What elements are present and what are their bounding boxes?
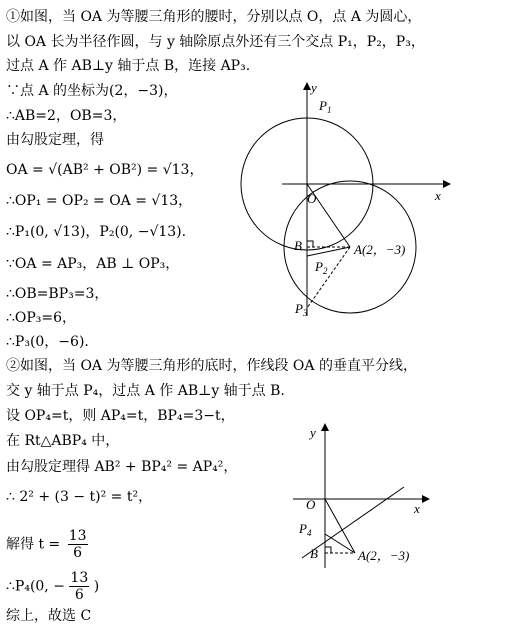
label-o: O bbox=[307, 191, 317, 206]
part1-line-9: ∴P₁(0, √13)，P₂(0, −√13). bbox=[6, 224, 187, 240]
label-b-2: B bbox=[310, 546, 318, 561]
label-p1: $P_1$ bbox=[319, 98, 332, 115]
part1-line-6: 由勾股定理，得 bbox=[6, 132, 104, 148]
segment-ap3 bbox=[307, 247, 350, 308]
part2-line-7 bbox=[6, 528, 88, 561]
part1-line-10: ∵OA = AP₃，AB ⊥ OP₃， bbox=[6, 256, 180, 272]
p4-label: ∴P₄(0, − bbox=[6, 578, 65, 595]
part2-line-6: ∴ 2² + (3 − t)² = t²， bbox=[6, 489, 153, 505]
figure-2 bbox=[280, 420, 460, 570]
fraction-p4-denominator: 6 bbox=[74, 587, 84, 603]
part1-line-3: 过点 A 作 AB⊥y 轴于点 B，连接 AP₃. bbox=[6, 58, 251, 74]
part2-line-4: 在 Rt△ABP₄ 中， bbox=[6, 433, 120, 449]
label-y: y bbox=[311, 80, 317, 95]
segment-oa-2 bbox=[325, 499, 355, 553]
part1-line-5: ∴AB=2，OB=3， bbox=[6, 108, 127, 124]
fraction-p4-numerator: 13 bbox=[70, 570, 89, 586]
label-p2: $P_2$ bbox=[315, 259, 328, 276]
segment-ap2 bbox=[307, 247, 350, 256]
y-axis-arrow-2 bbox=[321, 423, 329, 431]
p4-close-paren: ) bbox=[93, 578, 100, 595]
fraction-t-denominator: 6 bbox=[73, 545, 83, 561]
y-axis-arrow bbox=[303, 82, 311, 90]
part1-line-8: ∴OP₁ = OP₂ = OA = √13， bbox=[6, 193, 193, 209]
part1-line-12: ∴OP₃=6， bbox=[6, 310, 77, 326]
segment-ap4 bbox=[325, 534, 355, 553]
figure-1 bbox=[235, 80, 515, 335]
part2-line-8 bbox=[6, 570, 99, 603]
fraction-p4 bbox=[69, 570, 89, 603]
x-axis-arrow-2 bbox=[422, 495, 430, 503]
part1-line-11: ∴OB=BP₃=3， bbox=[6, 286, 109, 302]
label-x: x bbox=[435, 188, 441, 203]
label-o-2: O bbox=[306, 497, 316, 512]
part2-conclusion: 综上，故选 C bbox=[6, 608, 92, 624]
label-p3: $P_3$ bbox=[295, 301, 308, 318]
part1-line-4: ∵点 A 的坐标为(2，−3)， bbox=[6, 83, 178, 99]
part1-line-7: OA = √(AB² + OB²) = √13， bbox=[6, 162, 204, 178]
label-a-2: A(2，−3) bbox=[358, 548, 410, 563]
part1-line-13: ∴P₃(0，−6). bbox=[6, 334, 89, 350]
part2-line-2: 交 y 轴于点 P₄，过点 A 作 AB⊥y 轴于点 B. bbox=[6, 383, 285, 399]
x-axis-arrow bbox=[443, 180, 451, 188]
label-y-2: y bbox=[310, 425, 316, 440]
part1-line-2: 以 OA 长为半径作圆，与 y 轴除原点外还有三个交点 P₁，P₂，P₃， bbox=[6, 34, 425, 50]
part2-line-3: 设 OP₄=t，则 AP₄=t，BP₄=3−t， bbox=[6, 408, 235, 424]
part2-line-5: 由勾股定理得 AB² + BP₄² = AP₄²， bbox=[6, 459, 238, 475]
fraction-t-numerator: 13 bbox=[68, 528, 87, 544]
solve-label: 解得 t = bbox=[6, 536, 61, 553]
fraction-t bbox=[68, 528, 88, 561]
label-p4: $P_4$ bbox=[299, 521, 312, 538]
label-x-2: x bbox=[414, 501, 420, 516]
right-angle-mark bbox=[307, 241, 313, 247]
label-a: A(2，−3) bbox=[354, 242, 406, 257]
label-b: B bbox=[294, 238, 302, 253]
part1-line-1: ①如图，当 OA 为等腰三角形的腰时，分别以点 O，点 A 为圆心， bbox=[6, 9, 422, 25]
right-angle-mark-2 bbox=[325, 547, 331, 553]
part2-line-1: ②如图，当 OA 为等腰三角形的底时，作线段 OA 的垂直平分线， bbox=[6, 358, 417, 374]
